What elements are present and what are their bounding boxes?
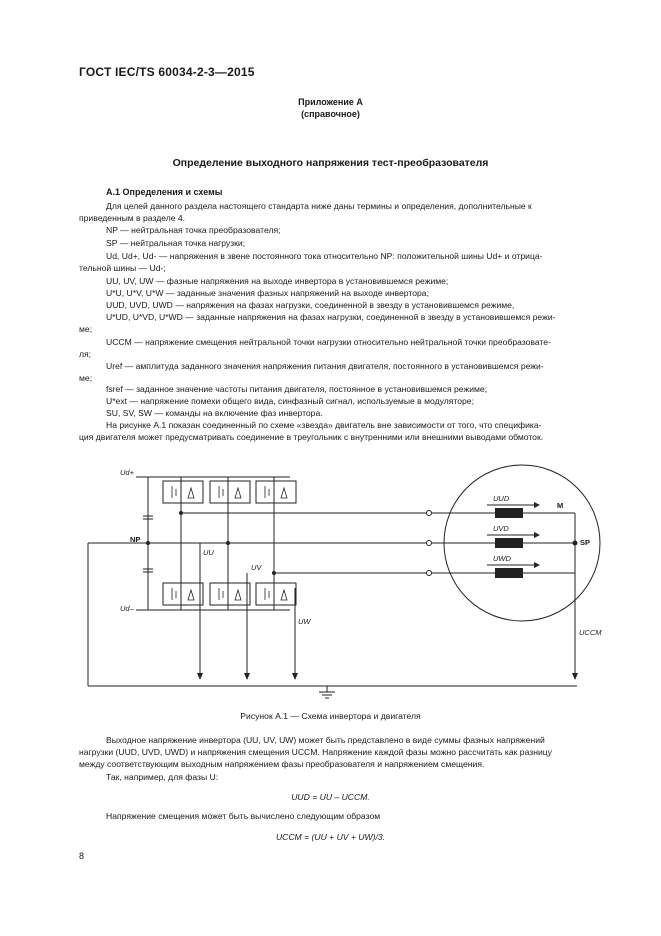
formula-uud: UUD = UU – UCCM.	[291, 792, 370, 802]
definition-uuvw: UU, UV, UW — фазные напряжения на выходе инвертора в установившемся режиме;	[106, 276, 449, 286]
definition-uccm-cont: ля;	[79, 349, 92, 359]
figure-ref-line: ция двигателя может предусматривать соединение в треугольник с внутренними или внешними выводами обмоток.	[79, 432, 544, 442]
winding-u	[495, 508, 523, 518]
annex-note: (справочное)	[301, 109, 360, 119]
intro-line: приведенным в разделе 4.	[79, 213, 186, 223]
label-uwd: UWD	[493, 554, 511, 563]
definition-uud-ref-cont: ме;	[79, 324, 93, 334]
definition-uref-cont: ме;	[79, 373, 93, 383]
definition-uuvw-ref: U*U, U*V, U*W — заданные значения фазных напряжений на выходе инвертора;	[106, 288, 429, 298]
definition-ud-cont: тельной шины — Ud-;	[79, 263, 166, 273]
switch-u-bottom	[163, 583, 203, 605]
winding-v	[495, 538, 523, 548]
section-title: Определение выходного напряжения тест-преобразователя	[172, 157, 489, 169]
definition-np: NP — нейтральная точка преобразователя;	[106, 225, 281, 235]
document-header: ГОСТ IEC/TS 60034-2-3—2015	[79, 65, 255, 79]
label-uv: UV	[251, 563, 262, 572]
label-uu: UU	[203, 548, 214, 557]
label-sp: SP	[580, 538, 591, 547]
switch-w-bottom	[256, 583, 296, 605]
definition-uud-ref: U*UD, U*VD, U*WD — заданные напряжения на фазах нагрузки, соединенной в звезду в установившемся режи-	[106, 312, 556, 322]
label-m: M	[557, 501, 564, 510]
label-ud-plus: Ud+	[120, 468, 134, 477]
definition-uud: UUD, UVD, UWD — напряжения на фазах нагрузки, соединенной в звезду в установившемся режиме,	[106, 300, 515, 310]
switch-v-bottom	[210, 583, 250, 605]
body-example: Так, например, для фазы U:	[106, 772, 219, 782]
definition-ud: Ud, Ud+, Ud- — напряжения в звене постоянного тока относительно NP: положительной шины Ud+ и отрица-	[106, 251, 543, 261]
annex-title: Приложение А	[298, 97, 363, 107]
definition-suvw: SU, SV, SW — команды на включение фаз инвертора.	[106, 408, 323, 418]
label-uccm: UCCM	[579, 628, 602, 637]
label-uw: UW	[298, 617, 311, 626]
body-paragraph-line: между соответствующим выходным напряжением фазы преобразователя и напряжением смещения.	[79, 759, 485, 769]
body-ccm-intro: Напряжение смещения может быть вычислено следующим образом	[106, 811, 381, 821]
definition-fsref: fsref — заданное значение частоты питания двигателя, постоянное в установившемся режиме;	[106, 384, 488, 394]
intro-line: Для целей данного раздела настоящего стандарта ниже даны термины и определения, дополнительные к	[106, 201, 532, 211]
figure-caption: Рисунок А.1 — Схема инвертора и двигателя	[240, 711, 421, 721]
body-paragraph-line: нагрузки (UUD, UVD, UWD) и напряжения смещения UCCM. Напряжение каждой фазы можно рассчитать как разницу	[79, 747, 552, 757]
body-paragraph-line: Выходное напряжение инвертора (UU, UV, UW) может быть представлено в виде суммы фазных напряжений	[106, 735, 545, 745]
label-np: NP	[130, 535, 141, 544]
inverter-motor-diagram	[0, 455, 661, 705]
figure-ref-line: На рисунке А.1 показан соединенный по схеме «звезда» двигатель вне зависимости от того, что специфика-	[106, 420, 542, 430]
formula-uccm: UCCM = (UU + UV + UW)/3.	[275, 832, 386, 842]
winding-w	[495, 568, 523, 578]
label-uud: UUD	[493, 494, 510, 503]
definition-uext: U*ext — напряжение помехи общего вида, синфазный сигнал, используемые в модуляторе;	[106, 396, 474, 406]
subsection-title: А.1 Определения и схемы	[106, 187, 223, 197]
definition-sp: SP — нейтральная точка нагрузки;	[106, 238, 246, 248]
definition-uccm: UCCM — напряжение смещения нейтральной точки нагрузки относительно нейтральной точки преобразовате-	[106, 337, 551, 347]
label-ud-minus: Ud–	[120, 604, 134, 613]
switch-v-top	[210, 481, 250, 503]
switch-u-top	[163, 481, 203, 503]
definition-uref: Uref — амплитуда заданного значения напряжения питания двигателя, постоянного в установившемся режи-	[106, 361, 544, 371]
page-number: 8	[79, 851, 85, 861]
switch-w-top	[256, 481, 296, 503]
label-uvd: UVD	[493, 524, 509, 533]
